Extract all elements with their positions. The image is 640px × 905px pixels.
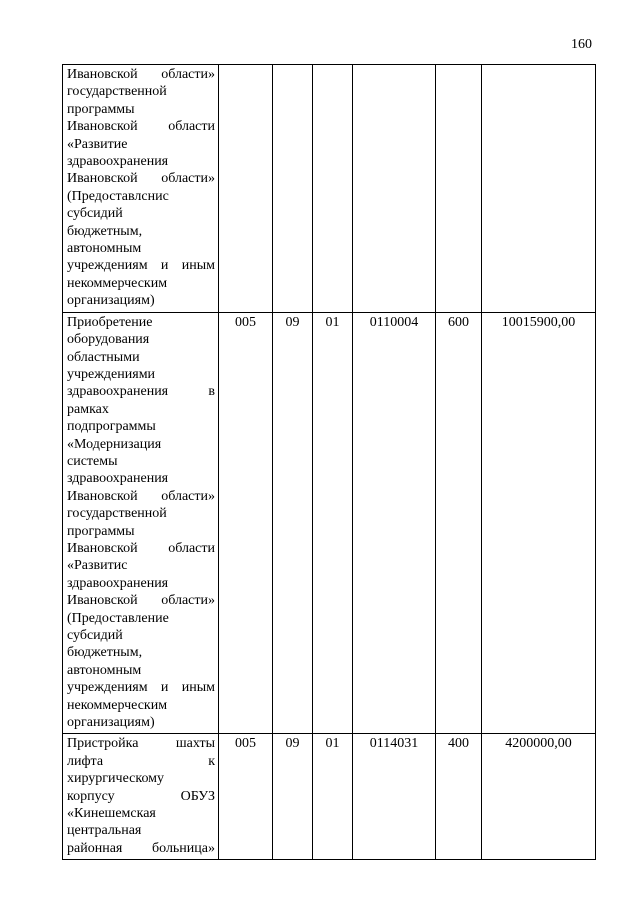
expense-description [63, 312, 219, 734]
description-line: Ивановской области» [67, 593, 215, 609]
amount-cell: 4200000,00 [482, 734, 596, 860]
description-line: некоммерческим [67, 697, 168, 713]
description-line: учреждениями [67, 366, 156, 382]
section-code: 09 [273, 312, 313, 734]
description-line: системы [67, 453, 118, 469]
subsection-code [313, 65, 353, 313]
description-line: бюджетным, [67, 223, 143, 239]
description-line: здравоохранения [67, 154, 169, 170]
description-line: бюджетным, [67, 645, 143, 661]
description-line: учреждениям и иным [67, 258, 215, 274]
description-line: «Кинешемская [67, 806, 156, 822]
table-row [63, 734, 596, 860]
description-line: (Предоставлснис [67, 188, 169, 204]
description-line: (Предоставление [67, 610, 169, 626]
description-line: здравоохранения [67, 575, 169, 591]
budget-table [62, 64, 596, 860]
description-line: автономным [67, 241, 142, 257]
subsection-code: 01 [313, 734, 353, 860]
description-line: государственной [67, 506, 167, 522]
description-line: центральная [67, 823, 142, 839]
description-line: организациям) [67, 715, 155, 731]
section-code: 09 [273, 734, 313, 860]
description-line: «Развитие [67, 136, 128, 152]
description-line: здравоохранения [67, 471, 169, 487]
expense-type-code: 400 [436, 734, 482, 860]
description-line: субсидий [67, 206, 123, 222]
expense-description [63, 65, 219, 313]
description-line: «Модернизация [67, 436, 162, 452]
table-row [63, 312, 596, 734]
subsection-code: 01 [313, 312, 353, 734]
description-line: районная больница» [67, 840, 215, 856]
expense-type-code [436, 65, 482, 313]
target-article-code: 0110004 [353, 312, 436, 734]
amount-cell [482, 65, 596, 313]
description-line: Ивановской области» [67, 67, 215, 82]
description-line: областными [67, 349, 140, 365]
description-line: оборудования [67, 332, 150, 348]
section-code [273, 65, 313, 313]
description-line: хирургическому [67, 771, 165, 787]
description-line: Ивановской области» [67, 488, 215, 504]
amount-cell: 10015900,00 [482, 312, 596, 734]
ministry-code: 005 [219, 312, 273, 734]
page-number: 160 [571, 37, 592, 52]
description-line: «Развитис [67, 558, 128, 574]
description-line: Пристройка шахты [67, 736, 215, 752]
description-line: рамках [67, 401, 109, 417]
description-line: подпрограммы [67, 419, 156, 435]
ministry-code: 005 [219, 734, 273, 860]
description-line: автономным [67, 662, 142, 678]
ministry-code [219, 65, 273, 313]
description-line: учреждениям и иным [67, 680, 215, 696]
description-line: Ивановской области [67, 119, 215, 135]
description-line: программы [67, 523, 135, 539]
target-article-code [353, 65, 436, 313]
expense-description [63, 734, 219, 860]
description-line: Ивановской области [67, 540, 215, 556]
description-line: государственной [67, 84, 167, 100]
target-article-code: 0114031 [353, 734, 436, 860]
description-line: некоммерческим [67, 275, 168, 291]
description-line: организациям) [67, 293, 155, 309]
description-line: лифта к [67, 753, 215, 769]
table-row [63, 65, 596, 313]
description-line: Приобретение [67, 314, 153, 330]
description-line: корпусу ОБУЗ [67, 788, 215, 804]
expense-type-code: 600 [436, 312, 482, 734]
description-line: программы [67, 101, 135, 117]
description-line: Ивановской области» [67, 171, 215, 187]
description-line: здравоохранения в [67, 384, 215, 400]
description-line: субсидий [67, 628, 123, 643]
